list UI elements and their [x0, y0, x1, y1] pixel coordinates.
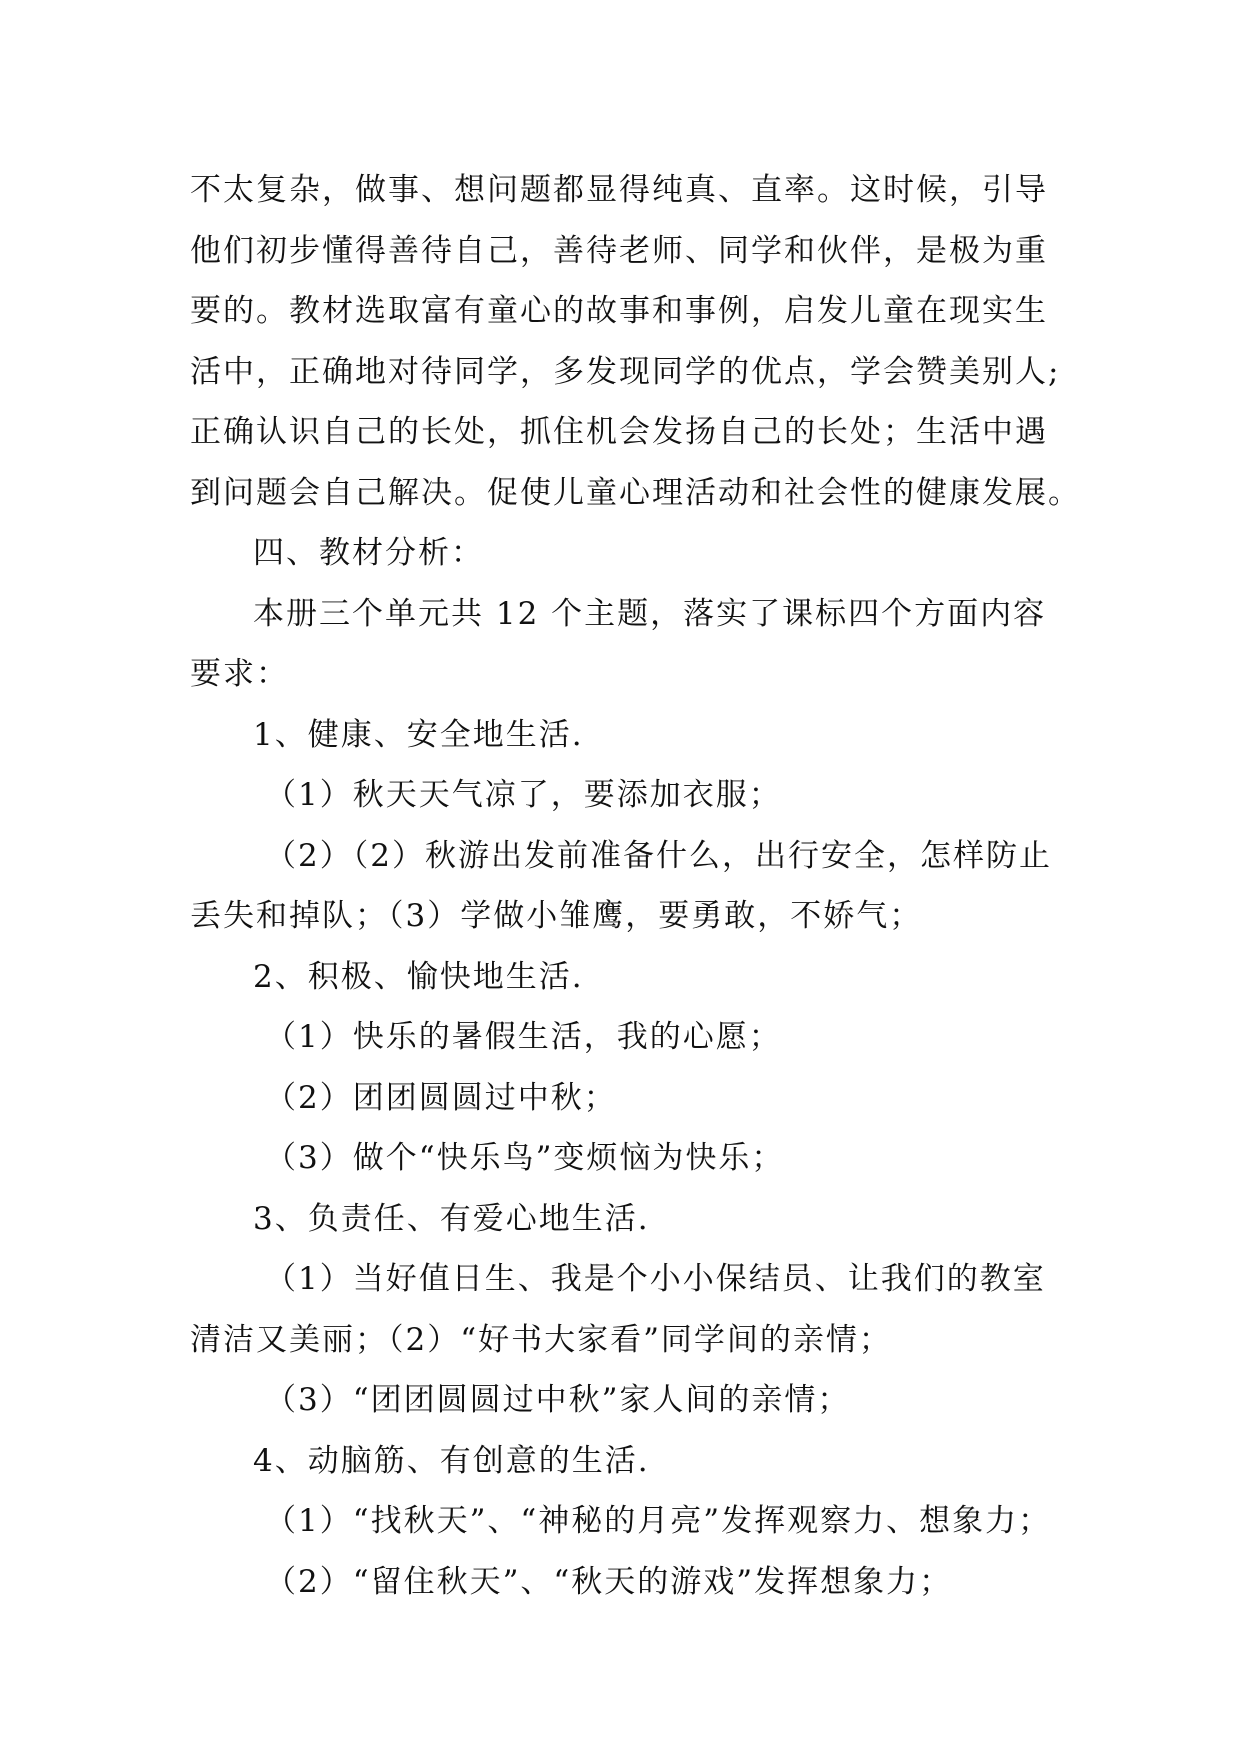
list-item: （2）“留住秋天”、“秋天的游戏”发挥想象力；: [265, 1563, 953, 1600]
list-item: （1）快乐的暑假生活，我的心愿；: [265, 1019, 782, 1055]
list-item: （2）团团圆圆过中秋；: [265, 1079, 617, 1116]
text-line: 要的。教材选取富有童心的故事和事例，启发儿童在现实生: [190, 293, 1048, 329]
text-line: 活中，正确地对待同学，多发现同学的优点，学会赞美别人;: [190, 353, 1061, 390]
section-heading: 四、教材分析：: [253, 535, 484, 571]
text-line: 他们初步懂得善待自己，善待老师、同学和伙伴，是极为重: [190, 232, 1048, 269]
list-item: （2）（2）秋游出发前准备什么，出行安全，怎样防止: [265, 837, 1052, 874]
document-body: [190, 160, 1081, 1612]
text-line: 到问题会自己解决。促使儿童心理活动和社会性的健康发展。: [190, 474, 1081, 511]
list-item: （1）秋天天气凉了，要添加衣服；: [265, 777, 782, 813]
list-heading: 2、积极、愉快地生活.: [253, 958, 584, 995]
list-item: （1）“找秋天”、“神秘的月亮”发挥观察力、想象力；: [265, 1503, 1052, 1539]
list-item-continuation: 丢失和掉队；（3）学做小雏鹰，要勇敢，不娇气；: [190, 898, 923, 934]
list-item: （3）“团团圆圆过中秋”家人间的亲情；: [265, 1382, 851, 1418]
list-item-continuation: 清洁又美丽；（2）“好书大家看”同学间的亲情；: [190, 1321, 892, 1358]
list-heading: 1、健康、安全地生活.: [253, 716, 584, 753]
list-item: （1）当好值日生、我是个小小保结员、让我们的教室: [265, 1261, 1046, 1297]
text-line: 正确认识自己的长处，抓住机会发扬自己的长处；生活中遇: [190, 414, 1048, 450]
text-line: 本册三个单元共 12 个主题，落实了课标四个方面内容: [253, 595, 1047, 632]
list-heading: 4、动脑筋、有创意的生活.: [253, 1442, 650, 1479]
text-line: 不太复杂，做事、想问题都显得纯真、直率。这时候，引导: [190, 172, 1048, 208]
list-item: （3）做个“快乐鸟”变烦恼为快乐；: [265, 1140, 785, 1176]
list-heading: 3、负责任、有爱心地生活.: [253, 1200, 650, 1237]
text-line: 要求：: [190, 656, 289, 692]
